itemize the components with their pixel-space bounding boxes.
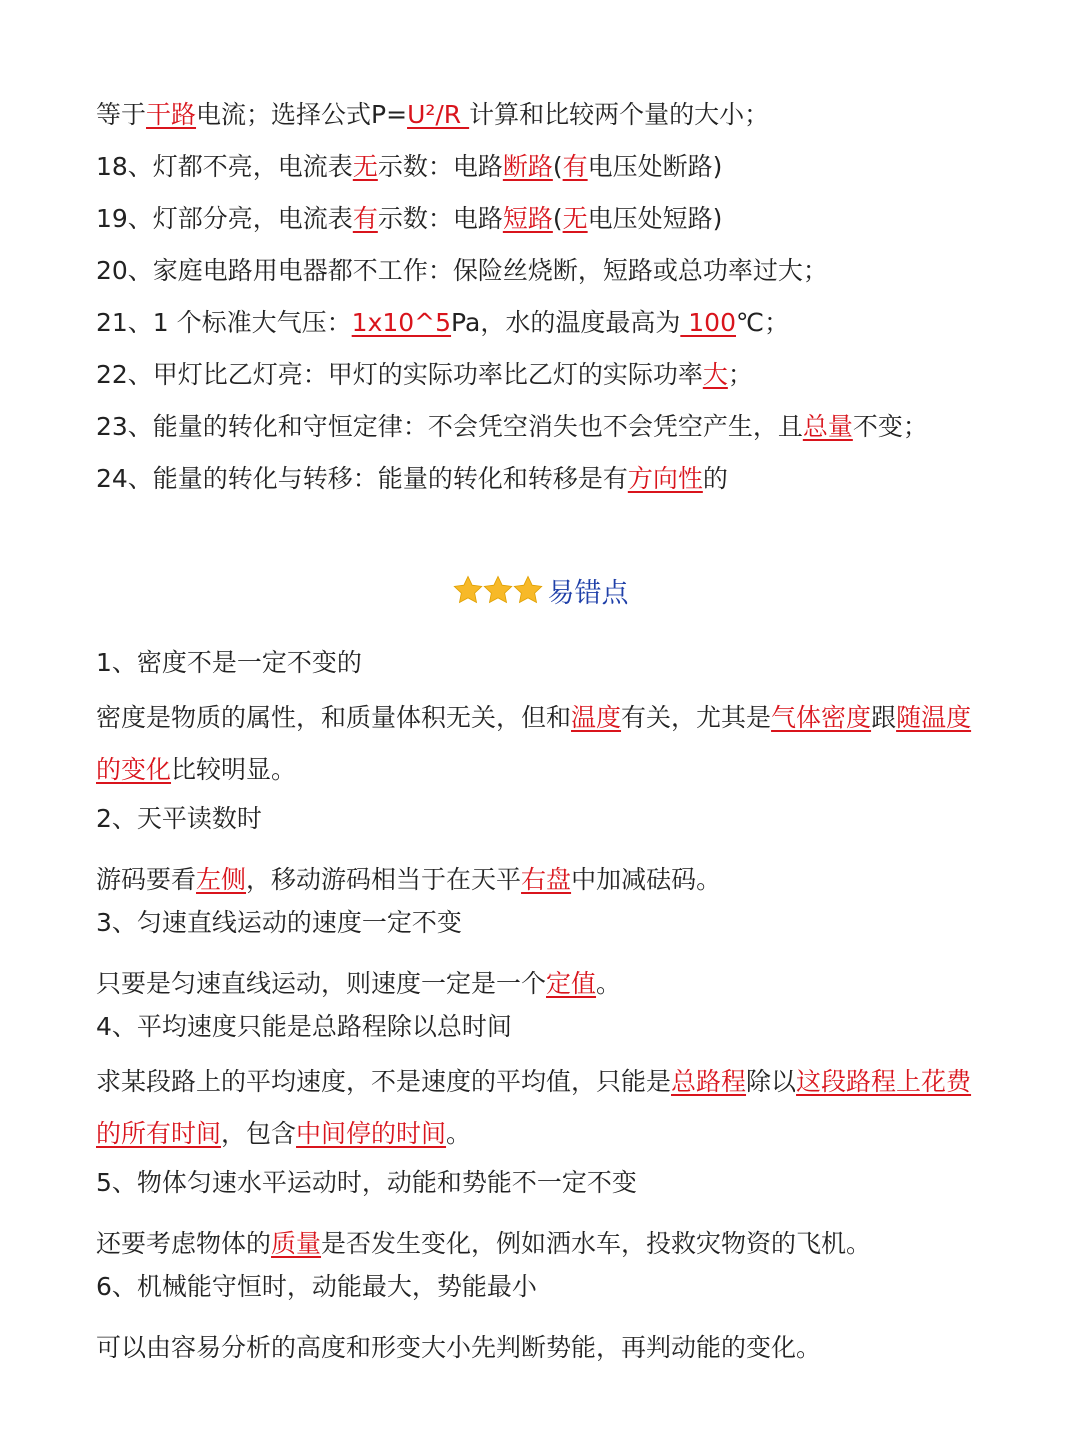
text-segment: 计算和比较两个量的大小； xyxy=(469,100,770,129)
text-segment: 20、家庭电路用电器都不工作：保险丝烧断，短路或总功率过大； xyxy=(96,256,828,285)
star-icon xyxy=(482,574,514,606)
text-segment: 18、灯都不亮，电流表 xyxy=(96,152,353,181)
text-segment: ； xyxy=(727,360,753,389)
highlighted-term: 无 xyxy=(562,204,588,233)
point-body xyxy=(96,1322,984,1374)
summary-line xyxy=(96,306,984,340)
point-heading: 5、物体匀速水平运动时，动能和势能不一定不变 xyxy=(96,1168,637,1197)
text-segment: 电压处断路) xyxy=(587,152,723,181)
text-segment: 游码要看 xyxy=(96,865,197,894)
highlighted-term: 无 xyxy=(352,152,378,181)
text-segment: ，移动游码相当于在天平 xyxy=(246,865,522,894)
highlighted-term: 有 xyxy=(562,152,588,181)
point-body xyxy=(96,692,984,796)
section-title-text: 易错点 xyxy=(547,578,629,609)
summary-line xyxy=(96,150,984,184)
text-segment: 示数：电路 xyxy=(377,204,503,233)
text-segment: Pa，水的温度最高为 xyxy=(451,308,681,337)
highlighted-term: 温度 xyxy=(571,703,622,732)
highlighted-term: U²/R xyxy=(407,100,470,129)
summary-line xyxy=(96,462,984,496)
text-segment: 电流；选择公式P= xyxy=(196,100,408,129)
text-segment: 求某段路上的平均速度，不是速度的平均值，只能是 xyxy=(96,1067,672,1096)
text-segment: 跟 xyxy=(871,703,897,732)
point-heading: 4、平均速度只能是总路程除以总时间 xyxy=(96,1012,512,1041)
text-segment: 22、甲灯比乙灯亮：甲灯的实际功率比乙灯的实际功率 xyxy=(96,360,703,389)
highlighted-term: 短路 xyxy=(502,204,553,233)
text-segment: 可以由容易分析的高度和形变大小先判断势能，再判动能的变化。 xyxy=(96,1333,822,1362)
point-heading: 3、匀速直线运动的速度一定不变 xyxy=(96,908,462,937)
highlighted-term: 随温度的变化 xyxy=(96,703,972,784)
text-segment: 除以 xyxy=(746,1067,797,1096)
highlighted-term: 1x10^5 xyxy=(351,308,452,337)
highlighted-term: 气体密度 xyxy=(771,703,872,732)
text-segment: 中加减砝码。 xyxy=(571,865,722,894)
star-icon xyxy=(512,574,544,606)
rating-stars xyxy=(452,574,542,618)
highlighted-term: 这段路程上花费的所有时间 xyxy=(96,1067,972,1148)
text-segment: 的 xyxy=(702,464,728,493)
point-heading: 6、机械能守恒时，动能最大，势能最小 xyxy=(96,1272,537,1301)
highlighted-term: 右盘 xyxy=(521,865,572,894)
text-segment: ( xyxy=(552,204,563,233)
point-heading: 2、天平读数时 xyxy=(96,804,262,833)
summary-line xyxy=(96,202,984,236)
text-segment: 比较明显。 xyxy=(171,755,297,784)
text-segment: 只要是匀速直线运动，则速度一定是一个 xyxy=(96,969,547,998)
text-segment: ℃； xyxy=(736,308,790,337)
highlighted-term: 有 xyxy=(352,204,378,233)
summary-line xyxy=(96,410,984,444)
text-segment: ，包含 xyxy=(221,1119,297,1148)
text-segment: ( xyxy=(552,152,563,181)
highlighted-term: 中间停的时间 xyxy=(296,1119,447,1148)
point-body xyxy=(96,1056,984,1160)
highlighted-term: 定值 xyxy=(546,969,597,998)
section-title xyxy=(0,574,1080,618)
text-segment: 19、灯部分亮，电流表 xyxy=(96,204,353,233)
highlighted-term: 总量 xyxy=(802,412,853,441)
highlighted-term: 质量 xyxy=(271,1229,322,1258)
summary-line xyxy=(96,358,984,392)
text-segment: 有关，尤其是 xyxy=(621,703,772,732)
highlighted-term: 方向性 xyxy=(627,464,703,493)
text-segment: 23、能量的转化和守恒定律：不会凭空消失也不会凭空产生，且 xyxy=(96,412,803,441)
star-icon xyxy=(452,574,484,606)
text-segment: 。 xyxy=(446,1119,472,1148)
text-segment: 24、能量的转化与转移：能量的转化和转移是有 xyxy=(96,464,628,493)
text-segment: 21、1 个标准大气压： xyxy=(96,308,352,337)
text-segment: 密度是物质的属性，和质量体积无关，但和 xyxy=(96,703,572,732)
highlighted-term: 总路程 xyxy=(671,1067,747,1096)
highlighted-term: 断路 xyxy=(502,152,553,181)
highlighted-term: 大 xyxy=(702,360,728,389)
highlighted-term: 左侧 xyxy=(196,865,247,894)
highlighted-term: 100 xyxy=(680,308,736,337)
summary-line xyxy=(96,98,984,132)
text-segment: 还要考虑物体的 xyxy=(96,1229,272,1258)
point-heading: 1、密度不是一定不变的 xyxy=(96,648,362,677)
text-segment: 。 xyxy=(596,969,622,998)
text-segment: 电压处短路) xyxy=(587,204,723,233)
point-body xyxy=(96,1218,984,1270)
summary-line xyxy=(96,254,984,288)
point-body xyxy=(96,958,984,1010)
text-segment: 是否发生变化，例如洒水车，投救灾物资的飞机。 xyxy=(321,1229,872,1258)
text-segment: 等于 xyxy=(96,100,147,129)
text-segment: 示数：电路 xyxy=(377,152,503,181)
highlighted-term: 干路 xyxy=(146,100,197,129)
text-segment: 不变； xyxy=(852,412,928,441)
point-body xyxy=(96,854,984,906)
